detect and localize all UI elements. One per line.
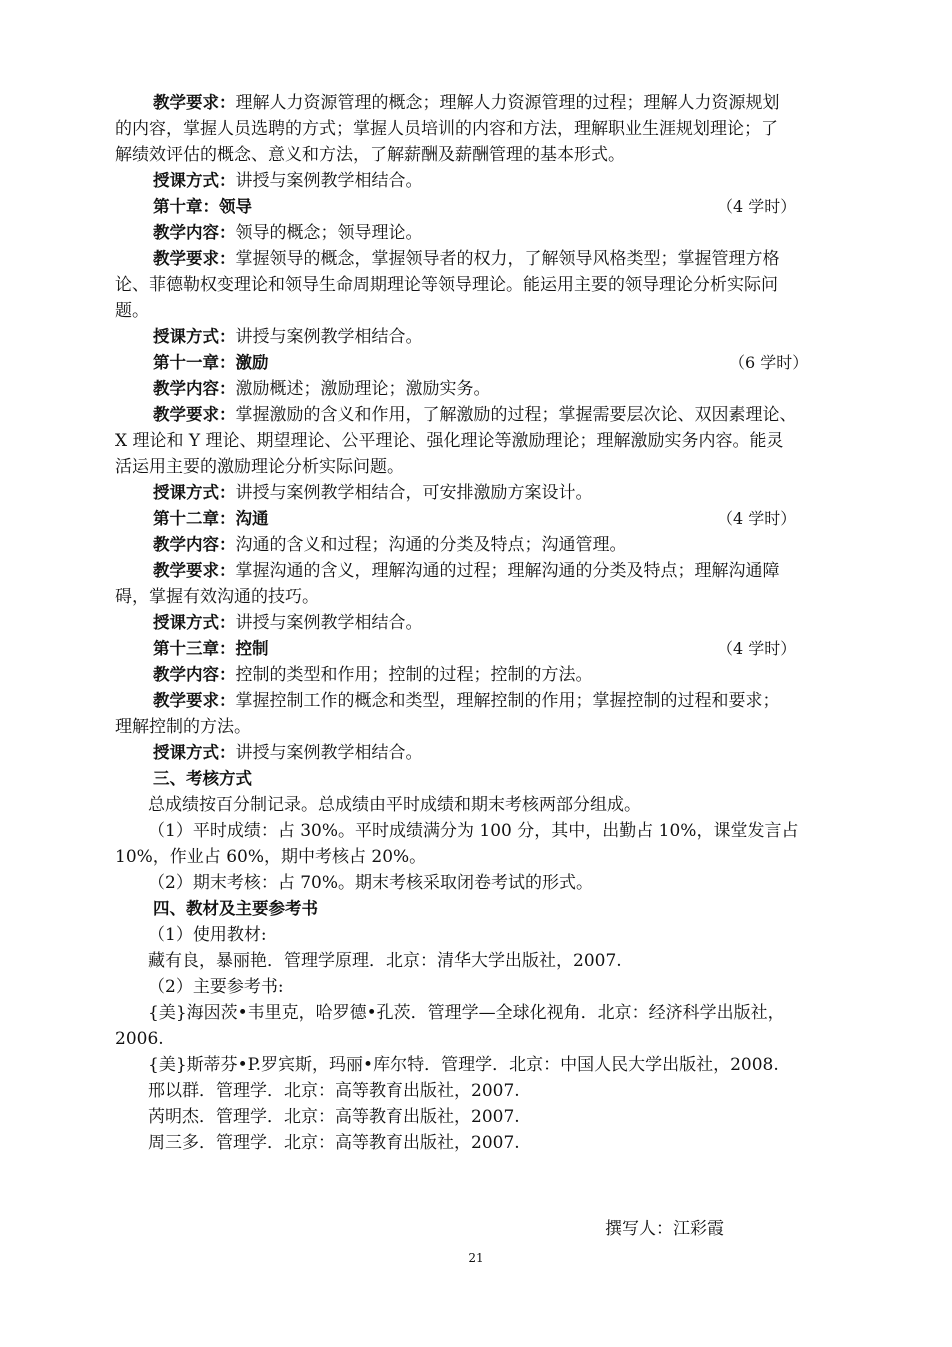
line-text: 题。 [115, 301, 149, 321]
section-heading [153, 896, 865, 922]
line-text: 激励概述；激励理论；激励实务。 [235, 379, 491, 399]
text-line [115, 844, 865, 870]
line-text: （1）平时成绩：占 30%。平时成绩满分为 100 分，其中，出勤占 10%，课堂发言占 [148, 821, 799, 841]
line-text: 讲授与案例教学相结合。 [235, 613, 423, 633]
teaching-requirements-line [153, 558, 865, 584]
line-text: 沟通的含义和过程；沟通的分类及特点；沟通管理。 [235, 535, 627, 555]
field-label: 授课方式： [153, 171, 236, 190]
section-heading [153, 766, 865, 792]
chapter-title: 第十一章：激励 [153, 353, 269, 372]
teaching-method-line [153, 740, 865, 766]
teaching-requirements-line [153, 246, 865, 272]
text-line [148, 870, 865, 896]
field-label: 教学内容： [153, 379, 236, 398]
line-text: {美}斯蒂芬•P.罗宾斯，玛丽•库尔特．管理学．北京：中国人民大学出版社，2008. [148, 1055, 779, 1075]
teaching-content-line [153, 220, 865, 246]
teaching-requirements-line [153, 402, 865, 428]
teaching-content-line [153, 662, 865, 688]
teaching-content-line [153, 532, 865, 558]
text-line [115, 1026, 865, 1052]
reference-item [148, 948, 865, 974]
field-label: 授课方式： [153, 613, 236, 632]
line-text: {美}海因茨•韦里克，哈罗德•孔茨．管理学—全球化视角．北京：经济科学出版社， [148, 1003, 785, 1023]
line-text: 的内容，掌握人员选聘的方式；掌握人员培训的内容和方法，理解职业生涯规划理论；了 [115, 119, 778, 139]
text-line [148, 922, 865, 948]
teaching-method-line [153, 480, 865, 506]
line-text: 碍，掌握有效沟通的技巧。 [115, 587, 319, 607]
line-text: 活运用主要的激励理论分析实际问题。 [115, 457, 404, 477]
line-text: 总成绩按百分制记录。总成绩由平时成绩和期末考核两部分组成。 [148, 795, 641, 815]
reference-item [148, 1104, 865, 1130]
line-text: 周三多．管理学．北京：高等教育出版社，2007. [148, 1133, 520, 1153]
line-text: 理解控制的方法。 [115, 717, 251, 737]
reference-item [148, 1078, 865, 1104]
text-line [115, 142, 865, 168]
line-text: 解绩效评估的概念、意义和方法，了解薪酬及薪酬管理的基本形式。 [115, 145, 625, 165]
section-title: 四、教材及主要参考书 [153, 899, 318, 918]
text-line [148, 974, 865, 1000]
line-text: 讲授与案例教学相结合。 [235, 171, 423, 191]
teaching-content-line [153, 376, 865, 402]
field-label: 授课方式： [153, 743, 236, 762]
line-text: 论、菲德勒权变理论和领导生命周期理论等领导理论。能运用主要的领导理论分析实际问 [115, 275, 778, 295]
section-title: 三、考核方式 [153, 769, 252, 788]
line-text: 理解人力资源管理的概念；理解人力资源管理的过程；理解人力资源规划 [235, 93, 780, 113]
text-line [148, 792, 865, 818]
text-line [148, 818, 865, 844]
chapter-title: 第十三章：控制 [153, 639, 269, 658]
line-text: （2）主要参考书: [148, 977, 284, 997]
line-text: 藏有良，暴丽艳．管理学原理．北京：清华大学出版社，2007. [148, 951, 622, 971]
line-text: 2006. [115, 1029, 164, 1049]
chapter-hours: （4 学时） [717, 639, 797, 658]
field-label: 授课方式： [153, 327, 236, 346]
line-text: 邢以群．管理学．北京：高等教育出版社，2007. [148, 1081, 520, 1101]
field-label: 教学内容： [153, 665, 236, 684]
line-text: 讲授与案例教学相结合，可安排激励方案设计。 [235, 483, 593, 503]
teaching-method-line [153, 324, 865, 350]
line-text: 10%，作业占 60%，期中考核占 20%。 [115, 847, 427, 867]
text-line [115, 584, 865, 610]
line-text: 领导的概念；领导理论。 [235, 223, 423, 243]
text-line [115, 272, 865, 298]
field-label: 教学要求： [153, 405, 236, 424]
chapter-title: 第十二章：沟通 [153, 509, 269, 528]
text-line [115, 454, 865, 480]
teaching-requirements-line [153, 688, 865, 714]
field-label: 教学内容： [153, 535, 236, 554]
field-label: 教学要求： [153, 93, 236, 112]
line-text: 掌握激励的含义和作用，了解激励的过程；掌握需要层次论、双因素理论、 [235, 405, 797, 425]
chapter-hours: （4 学时） [717, 509, 797, 528]
text-line [115, 116, 865, 142]
text-line [115, 298, 865, 324]
chapter-hours: （6 学时） [729, 353, 809, 372]
chapter-hours: （4 学时） [717, 197, 797, 216]
teaching-requirements-line [153, 90, 865, 116]
field-label: 教学要求： [153, 691, 236, 710]
teaching-method-line [153, 168, 865, 194]
line-text: （2）期末考核：占 70%。期末考核采取闭卷考试的形式。 [148, 873, 594, 893]
reference-item [148, 1130, 865, 1156]
text-line [115, 428, 865, 454]
line-text: 芮明杰．管理学．北京：高等教育出版社，2007. [148, 1107, 520, 1127]
line-text: 控制的类型和作用；控制的过程；控制的方法。 [235, 665, 593, 685]
teaching-method-line [153, 610, 865, 636]
line-text: 掌握控制工作的概念和类型，理解控制的作用；掌握控制的过程和要求； [235, 691, 780, 711]
page-number: 21 [468, 1251, 484, 1265]
line-text: 讲授与案例教学相结合。 [235, 743, 423, 763]
reference-item [148, 1000, 865, 1026]
field-label: 授课方式： [153, 483, 236, 502]
field-label: 教学要求： [153, 249, 236, 268]
line-text: 掌握沟通的含义，理解沟通的过程；理解沟通的分类及特点；理解沟通障 [235, 561, 780, 581]
line-text: （1）使用教材: [148, 925, 267, 945]
field-label: 教学内容： [153, 223, 236, 242]
author-signature: 撰写人：江彩霞 [605, 1219, 724, 1239]
line-text: 讲授与案例教学相结合。 [235, 327, 423, 347]
reference-item [148, 1052, 865, 1078]
line-text: X 理论和 Y 理论、期望理论、公平理论、强化理论等激励理论；理解激励实务内容。能灵 [115, 431, 784, 451]
text-line [115, 714, 865, 740]
chapter-title: 第十章：领导 [153, 197, 252, 216]
field-label: 教学要求： [153, 561, 236, 580]
line-text: 掌握领导的概念，掌握领导者的权力，了解领导风格类型；掌握管理方格 [235, 249, 780, 269]
